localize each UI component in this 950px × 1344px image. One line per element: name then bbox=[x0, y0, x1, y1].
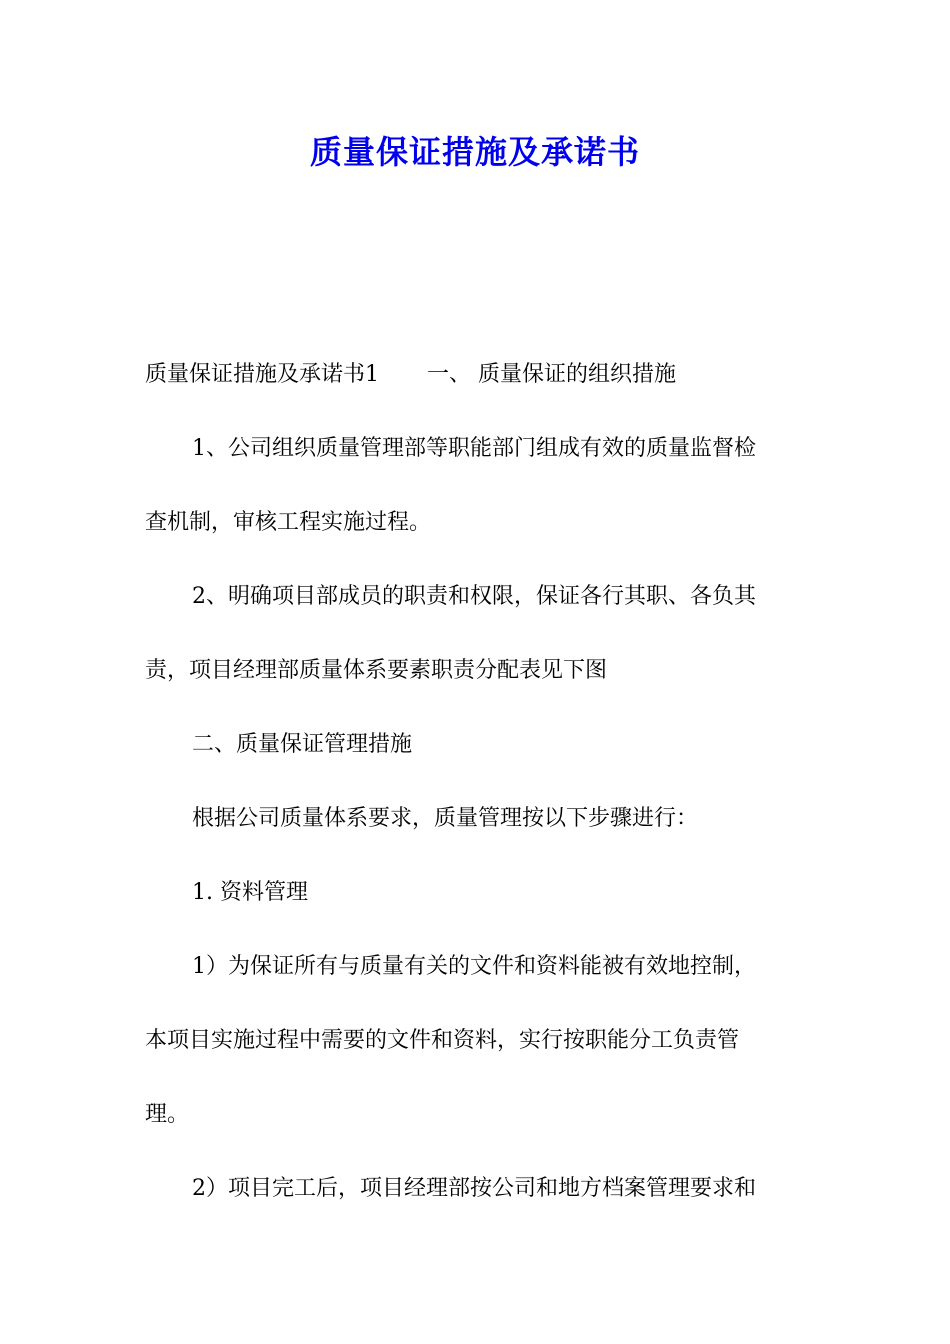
paragraph-line: 2）项目完工后，项目经理部按公司和地方档案管理要求和 bbox=[192, 1176, 756, 1201]
line-text: 质量保证措施及承诺书1 bbox=[145, 362, 379, 387]
paragraph-line: 理。 bbox=[145, 1102, 190, 1127]
paragraph-line: 本项目实施过程中需要的文件和资料，实行按职能分工负责管 bbox=[145, 1028, 740, 1053]
paragraph-line bbox=[145, 338, 810, 412]
paragraph-line: 1）为保证所有与质量有关的文件和资料能被有效地控制， bbox=[192, 954, 756, 979]
section-heading: 一、 质量保证的组织措施 bbox=[427, 362, 676, 387]
paragraph-line: 根据公司质量体系要求，质量管理按以下步骤进行： bbox=[192, 806, 699, 831]
document-title: 质量保证措施及承诺书 bbox=[309, 133, 640, 171]
paragraph-line: 2、明确项目部成员的职责和权限，保证各行其职、各负其 bbox=[192, 584, 756, 609]
section-heading: 二、质量保证管理措施 bbox=[192, 732, 413, 757]
document-body bbox=[145, 338, 810, 1226]
paragraph-line: 责，项目经理部质量体系要素职责分配表见下图 bbox=[145, 658, 608, 683]
subsection-heading: 1. 资料管理 bbox=[192, 880, 308, 905]
paragraph-line: 1、公司组织质量管理部等职能部门组成有效的质量监督检 bbox=[192, 436, 756, 461]
paragraph-line: 查机制，审核工程实施过程。 bbox=[145, 510, 432, 535]
